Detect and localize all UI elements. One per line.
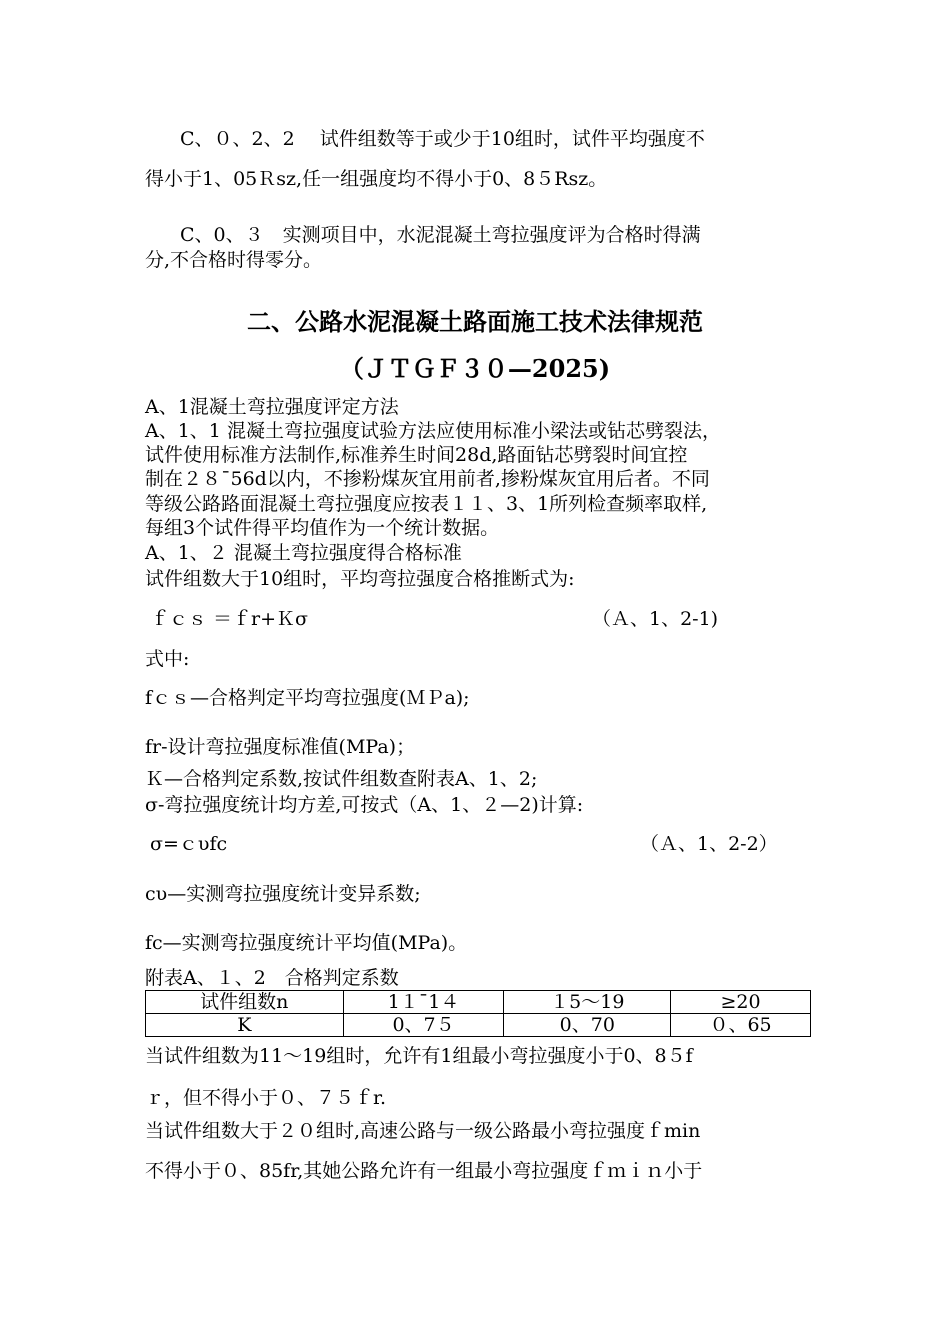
table-row xyxy=(146,991,811,1014)
para-c022-line1: C、０、2、2 试件组数等于或少于10组时，试件平均强度不 xyxy=(180,128,705,150)
def-fc: fc—实测弯拉强度统计平均值(MPa)。 xyxy=(145,932,468,954)
after-line3: 当试件组数大于２０组时,高速公路与一级公路最小弯拉强度ｆmin xyxy=(145,1120,701,1142)
equation-1: ｆｃｓ ＝ｆr+Ｋσ xyxy=(150,608,309,630)
after-line4: 不得小于０、85fr,其她公路允许有一组最小弯拉强度ｆｍｉｎ小于 xyxy=(145,1160,703,1182)
a12-heading: A、1、２ 混凝土弯拉强度得合格标准 xyxy=(145,542,462,564)
equation-2-number: （Ａ、1、2-2） xyxy=(640,833,778,855)
coefficient-table xyxy=(145,990,811,1037)
a12-intro: 试件组数大于10组时，平均弯拉强度合格推断式为: xyxy=(145,568,575,590)
a11-line1: A、1、1 混凝土弯拉强度试验方法应使用标准小梁法或钻芯劈裂法， xyxy=(145,420,721,442)
table-row xyxy=(146,1014,811,1037)
a11-line5: 每组3个试件得平均值作为一个统计数据。 xyxy=(145,517,500,539)
para-c03-line1: C、0、３ 实测项目中，水泥混凝土弯拉强度评为合格时得满 xyxy=(180,224,701,246)
def-k: Ｋ—合格判定系数,按试件组数查附表A、1、2; xyxy=(145,768,538,790)
para-c022-line2: 得小于1、05Ｒsz,任一组强度均不得小于0、8５Rsz。 xyxy=(145,168,608,190)
a11-line3: 制在２８¯56d以内，不掺粉煤灰宜用前者,掺粉煤灰宜用后者。不同 xyxy=(145,468,710,490)
a11-line2: 试件使用标准方法制作,标准养生时间28d,路面钻芯劈裂时间宜控 xyxy=(145,444,688,466)
table-cell: ≥20 xyxy=(671,991,811,1014)
a11-line4: 等级公路路面混凝土弯拉强度应按表１１、3、1所列检查频率取样, xyxy=(145,493,708,515)
table-cell: 1１¯1４ xyxy=(343,991,504,1014)
equation-2: σ=ｃυfc xyxy=(150,833,228,855)
section-code: （ＪＴＧＦ３０—2025) xyxy=(339,354,611,383)
def-cv: cυ—实测弯拉强度统计变异系数; xyxy=(145,883,421,905)
table-caption: 附表A、１、2 合格判定系数 xyxy=(145,967,399,989)
after-line2: ｒ，但不得小于０、７５ｆr. xyxy=(145,1087,387,1109)
table-cell: 0、70 xyxy=(504,1014,671,1037)
def-fcs: fｃｓ—合格判定平均弯拉强度(ＭＰa); xyxy=(145,687,470,709)
def-fr: fr-设计弯拉强度标准值(MPa)； xyxy=(145,736,416,758)
a1-heading: A、1混凝土弯拉强度评定方法 xyxy=(145,396,399,418)
table-cell: K xyxy=(146,1014,344,1037)
after-line1: 当试件组数为11～19组时，允许有1组最小弯拉强度小于0、8５f xyxy=(145,1045,693,1067)
table-cell: 试件组数n xyxy=(146,991,344,1014)
section-title: 二、公路水泥混凝土路面施工技术法律规范 xyxy=(247,307,703,336)
table-cell: ０、65 xyxy=(671,1014,811,1037)
table-cell: 0、7５ xyxy=(343,1014,504,1037)
where-label: 式中: xyxy=(145,648,190,670)
table-cell: １5～19 xyxy=(504,991,671,1014)
def-sigma: σ-弯拉强度统计均方差,可按式（A、1、２—2)计算: xyxy=(145,794,584,816)
equation-1-number: （Ａ、1、2-1) xyxy=(592,608,719,630)
para-c03-line2: 分,不合格时得零分。 xyxy=(145,249,323,271)
